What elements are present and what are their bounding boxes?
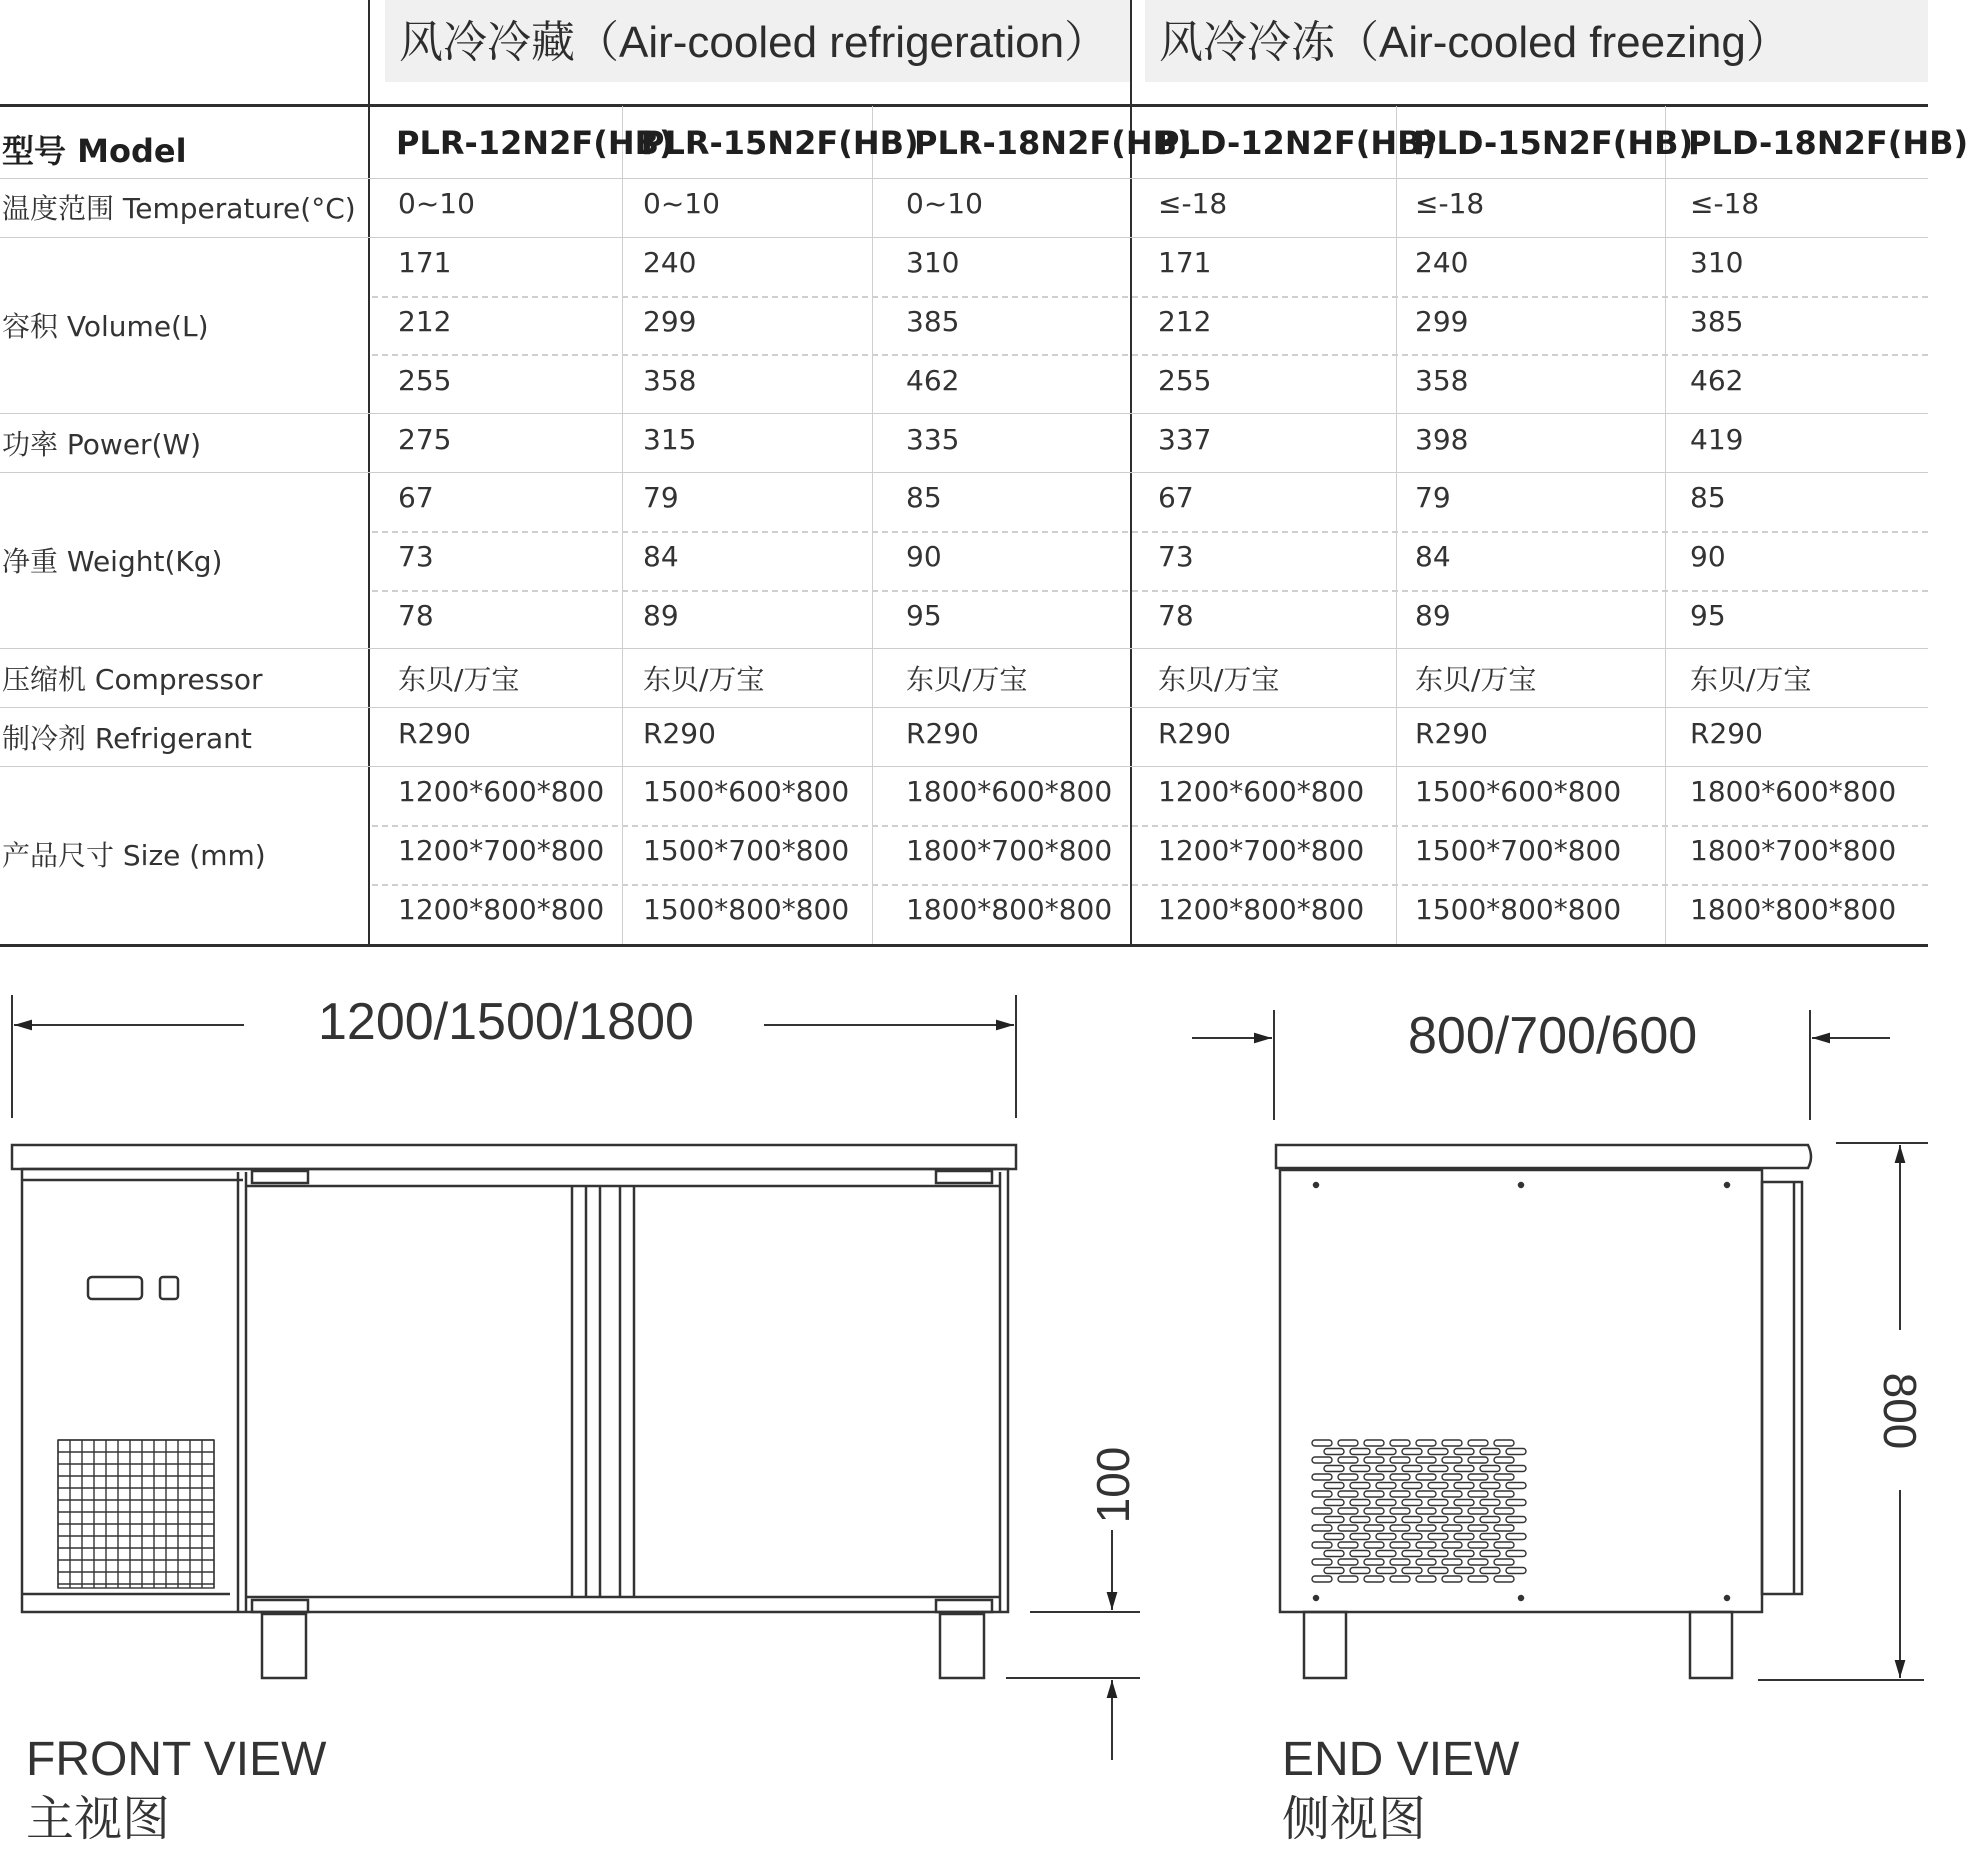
table-cell: 240 — [643, 246, 697, 280]
table-cell: 1800*600*800 — [1690, 775, 1897, 809]
table-cell: 79 — [643, 481, 679, 515]
table-cell: 335 — [906, 422, 960, 456]
table-cell: 73 — [1158, 540, 1194, 574]
table-cell: ≤-18 — [1690, 187, 1760, 221]
table-cell: 1200*700*800 — [398, 834, 605, 868]
table-cell: 299 — [1415, 305, 1469, 338]
table-cell: 90 — [906, 540, 942, 574]
leg-height-label: 100 — [1087, 1446, 1139, 1524]
table-cell: 85 — [1690, 481, 1726, 515]
table-cell: 84 — [1415, 540, 1451, 574]
end-depth-label: 800/700/600 — [1408, 1007, 1698, 1065]
table-cell: 358 — [643, 363, 697, 397]
group-header-freezing: 风冷冷冻（Air-cooled freezing） — [1145, 0, 1928, 82]
table-cell: 89 — [1415, 599, 1451, 632]
table-cell: 1200*800*800 — [1158, 893, 1365, 926]
front-view-cabinet — [12, 1145, 1016, 1678]
table-cell: 419 — [1690, 422, 1744, 456]
front-view-title-en: FRONT VIEW — [26, 1733, 327, 1786]
table-cell: 171 — [1158, 246, 1212, 280]
total-height-label: 800 — [1874, 1372, 1926, 1450]
table-cell: 东贝/万宝 — [1158, 662, 1280, 696]
table-cell: 0~10 — [398, 187, 475, 221]
table-cell: 95 — [1690, 599, 1726, 632]
table-cell: 1800*800*800 — [906, 893, 1113, 926]
model-header-label: 型号 Model — [2, 132, 187, 170]
table-cell: 398 — [1415, 422, 1469, 456]
table-cell: 79 — [1415, 481, 1451, 515]
row-label: 压缩机 Compressor — [2, 662, 263, 696]
table-cell: 1200*600*800 — [398, 775, 605, 809]
table-cell: 1200*600*800 — [1158, 775, 1365, 809]
table-cell: 东贝/万宝 — [906, 662, 1028, 696]
table-cell: 171 — [398, 246, 452, 280]
table-cell: 337 — [1158, 422, 1212, 456]
table-cell: 1500*700*800 — [1415, 834, 1622, 868]
table-cell: 东贝/万宝 — [1415, 662, 1537, 696]
table-cell: 462 — [906, 363, 960, 397]
table-cell: 1800*800*800 — [1690, 893, 1897, 926]
end-view-cabinet — [1276, 1145, 1811, 1678]
table-cell: R290 — [906, 716, 979, 750]
table-cell: 东贝/万宝 — [398, 662, 520, 696]
group-header-refrigeration: 风冷冷藏（Air-cooled refrigeration） — [385, 0, 1130, 82]
model-header-1: PLR-12N2F(HB) — [396, 124, 674, 162]
table-cell: 1500*800*800 — [1415, 893, 1622, 926]
table-cell: 240 — [1415, 246, 1469, 280]
table-cell: 299 — [643, 305, 697, 338]
table-cell: 1500*600*800 — [643, 775, 850, 809]
table-cell: 1500*800*800 — [643, 893, 850, 926]
table-cell: 73 — [398, 540, 434, 574]
table-cell: 0~10 — [643, 187, 720, 221]
table-cell: 275 — [398, 422, 452, 456]
table-cell: 90 — [1690, 540, 1726, 574]
end-view-title-en: END VIEW — [1282, 1733, 1520, 1786]
table-cell: 310 — [906, 246, 960, 280]
table-cell: 385 — [1690, 305, 1744, 338]
table-cell: 67 — [1158, 481, 1194, 515]
table-cell: 1500*700*800 — [643, 834, 850, 868]
table-cell: 212 — [1158, 305, 1212, 338]
row-label: 净重 Weight(Kg) — [2, 545, 223, 579]
table-cell: ≤-18 — [1415, 187, 1485, 221]
table-cell: 1800*700*800 — [906, 834, 1113, 868]
table-cell: 358 — [1415, 363, 1469, 397]
table-cell: 212 — [398, 305, 452, 338]
end-vent-louvres — [1312, 1440, 1526, 1582]
table-cell: R290 — [643, 716, 716, 750]
table-cell: 462 — [1690, 363, 1744, 397]
model-header-6: PLD-18N2F(HB) — [1688, 124, 1968, 162]
table-cell: 东贝/万宝 — [643, 662, 765, 696]
row-label: 功率 Power(W) — [2, 427, 202, 461]
table-cell: 78 — [398, 599, 434, 632]
model-header-4: PLD-12N2F(HB) — [1156, 124, 1437, 162]
table-cell: 85 — [906, 481, 942, 515]
table-cell: 东贝/万宝 — [1690, 662, 1812, 696]
model-header-3: PLR-18N2F(HB) — [914, 124, 1192, 162]
row-label: 制冷剂 Refrigerant — [2, 721, 252, 755]
table-cell: 1800*700*800 — [1690, 834, 1897, 868]
row-label: 产品尺寸 Size (mm) — [2, 839, 266, 873]
table-cell: 1200*800*800 — [398, 893, 605, 926]
table-cell: 1200*700*800 — [1158, 834, 1365, 868]
table-cell: 95 — [906, 599, 942, 632]
table-cell: 315 — [643, 422, 697, 456]
table-cell: 1800*600*800 — [906, 775, 1113, 809]
front-view-title-cn: 主视图 — [26, 1793, 171, 1846]
end-view-title-cn: 侧视图 — [1282, 1793, 1427, 1846]
table-cell: 255 — [398, 363, 452, 397]
table-cell: R290 — [398, 716, 471, 750]
table-cell: 84 — [643, 540, 679, 574]
table-cell: R290 — [1690, 716, 1763, 750]
table-cell: 310 — [1690, 246, 1744, 280]
row-label: 容积 Volume(L) — [2, 310, 209, 343]
table-cell: 78 — [1158, 599, 1194, 632]
table-cell: 255 — [1158, 363, 1212, 397]
front-vent-grille — [58, 1440, 214, 1588]
table-cell: 1500*600*800 — [1415, 775, 1622, 809]
table-cell: ≤-18 — [1158, 187, 1228, 221]
front-width-label: 1200/1500/1800 — [318, 993, 694, 1051]
leg-height-dimension — [1006, 1530, 1140, 1760]
model-header-5: PLD-15N2F(HB) — [1413, 124, 1694, 162]
table-cell: 67 — [398, 481, 434, 515]
table-cell: R290 — [1415, 716, 1488, 750]
table-cell: R290 — [1158, 716, 1231, 750]
table-cell: 89 — [643, 599, 679, 632]
model-header-2: PLR-15N2F(HB) — [641, 124, 919, 162]
table-cell: 385 — [906, 305, 960, 338]
table-cell: 0~10 — [906, 187, 983, 221]
row-label: 温度范围 Temperature(°C) — [2, 192, 356, 226]
